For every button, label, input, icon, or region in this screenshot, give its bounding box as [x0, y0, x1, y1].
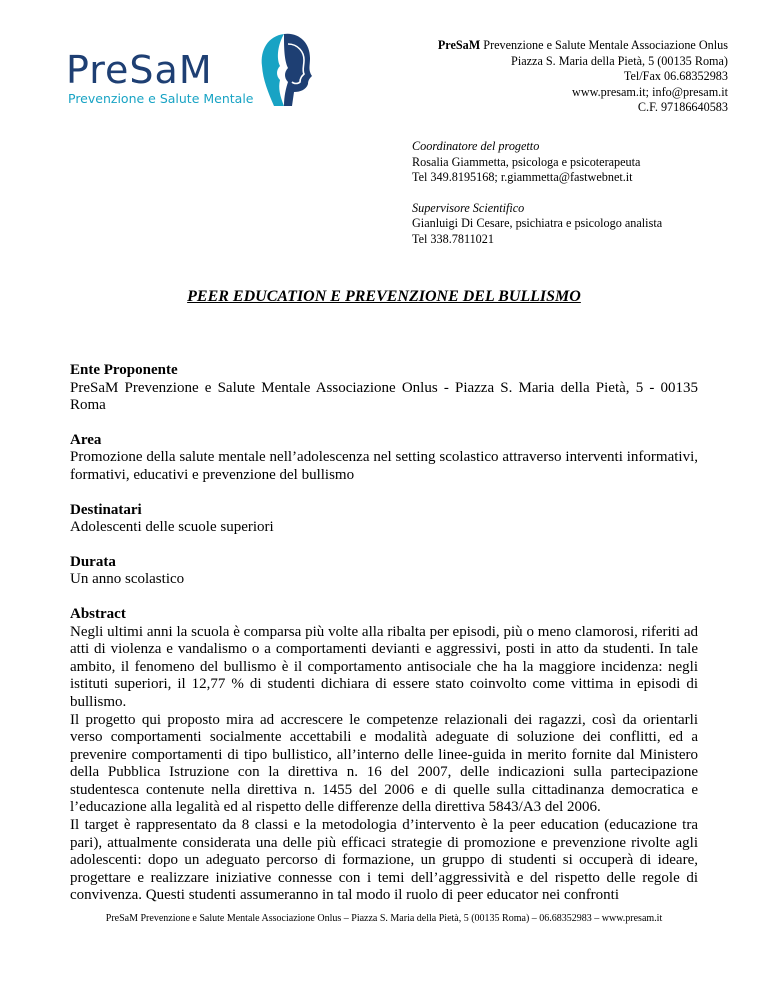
section-durata	[70, 554, 698, 589]
document-body	[70, 362, 698, 922]
section-ente-proponente	[70, 362, 698, 415]
section-destinatari	[70, 502, 698, 537]
section-text: Adolescenti delle scuole superiori	[70, 519, 274, 536]
section-area	[70, 432, 698, 485]
logo-wordmark: PreSaM	[66, 48, 213, 92]
supervisor-name: Gianluigi Di Cesare, psichiatra e psicologo analista	[412, 216, 663, 230]
section-heading: Abstract	[70, 605, 126, 622]
coordinator-role: Coordinatore del progetto	[412, 139, 540, 153]
section-abstract	[70, 606, 698, 905]
section-heading: Durata	[70, 553, 116, 570]
section-text: Un anno scolastico	[70, 571, 185, 588]
abstract-paragraph-1: Negli ultimi anni la scuola è comparsa più volte alla ribalta per episodi, più o meno clamorosi, riferiti ad atti di violenza e vandalismo o a comportamenti devianti e aggressivi, posti in atto da studenti. In tale ambito, il fenomeno del bullismo è il comportamento antisociale che ha la maggiore incidenza: negli istituti superiori, il 12,77 % di studenti dichiara di essere stato coinvolto come vittima in episodi di bullismo.	[70, 623, 698, 710]
abstract-paragraph-3: Il target è rappresentato da 8 classi e la metodologia d’intervento è la peer education (educazione tra pari), attualmente considerata una delle più efficaci strategie di promozione e prevenzione rivolte agli adolescenti: dopo un adeguato percorso di formazione, un gruppo di studenti si occuperà di ideare, progettare e realizzare iniziative connesse con i temi dell’aggressività e del rispetto delle regole di convivenza. Questi studenti assumeranno in tal modo il ruolo di peer educator nei confronti	[70, 817, 698, 904]
coordinator-contact: Tel 349.8195168; r.giammetta@fastwebnet.it	[412, 170, 633, 184]
organization-header	[438, 38, 728, 116]
section-heading: Ente Proponente	[70, 362, 178, 378]
faces-logo-icon	[254, 30, 318, 110]
org-name-line: PreSaM Prevenzione e Salute Mentale Associazione Onlus	[437, 38, 728, 52]
project-contacts	[412, 139, 662, 247]
document-title: PEER EDUCATION E PREVENZIONE DEL BULLISMO	[187, 288, 581, 305]
section-heading: Area	[70, 431, 102, 448]
supervisor-contact: Tel 338.7811021	[412, 231, 494, 246]
section-text: PreSaM Prevenzione e Salute Mentale Associazione Onlus - Piazza S. Maria della Pietà, 5 - 00135 Roma	[70, 379, 698, 414]
section-heading: Destinatari	[70, 501, 142, 518]
logo-tagline: Prevenzione e Salute Mentale	[68, 91, 254, 106]
page-footer: PreSaM Prevenzione e Salute Mentale Associazione Onlus – Piazza S. Maria della Pietà, 5 (00135 Roma) – 06.68352983 – www.presam.it	[105, 913, 663, 924]
org-cf: C.F. 97186640583	[637, 100, 728, 114]
abstract-paragraph-2: Il progetto qui proposto mira ad accrescere le competenze relazionali dei ragazzi, così da orientarli verso comportamenti socialmente accettabili e modalità adeguate di soluzione dei conflitti, ed a prevenire comportamenti di tipo bullistico, all’interno delle linee-guida in merito fornite dal Ministero della Pubblica Istruzione con la direttiva n. 16 del 2007, delle indicazioni sulla partecipazione studentesca contenute nella direttiva n. 1455 del 2006 e di quelle sulla cittadinanza democratica e l’educazione alla legalità ed al rispetto delle differenze della direttiva 5843/A3 del 2006.	[70, 711, 698, 816]
section-text: Promozione della salute mentale nell’adolescenza nel setting scolastico attraverso interventi informativi, formativi, educativi e prevenzione del bullismo	[70, 449, 698, 483]
supervisor-role: Supervisore Scientifico	[412, 200, 525, 215]
org-phone: Tel/Fax 06.68352983	[623, 69, 728, 83]
org-web: www.presam.it; info@presam.it	[572, 84, 728, 99]
org-address: Piazza S. Maria della Pietà, 5 (00135 Roma)	[511, 53, 728, 68]
presam-logo	[66, 30, 326, 110]
coordinator-name: Rosalia Giammetta, psicologa e psicoterapeuta	[412, 154, 641, 169]
